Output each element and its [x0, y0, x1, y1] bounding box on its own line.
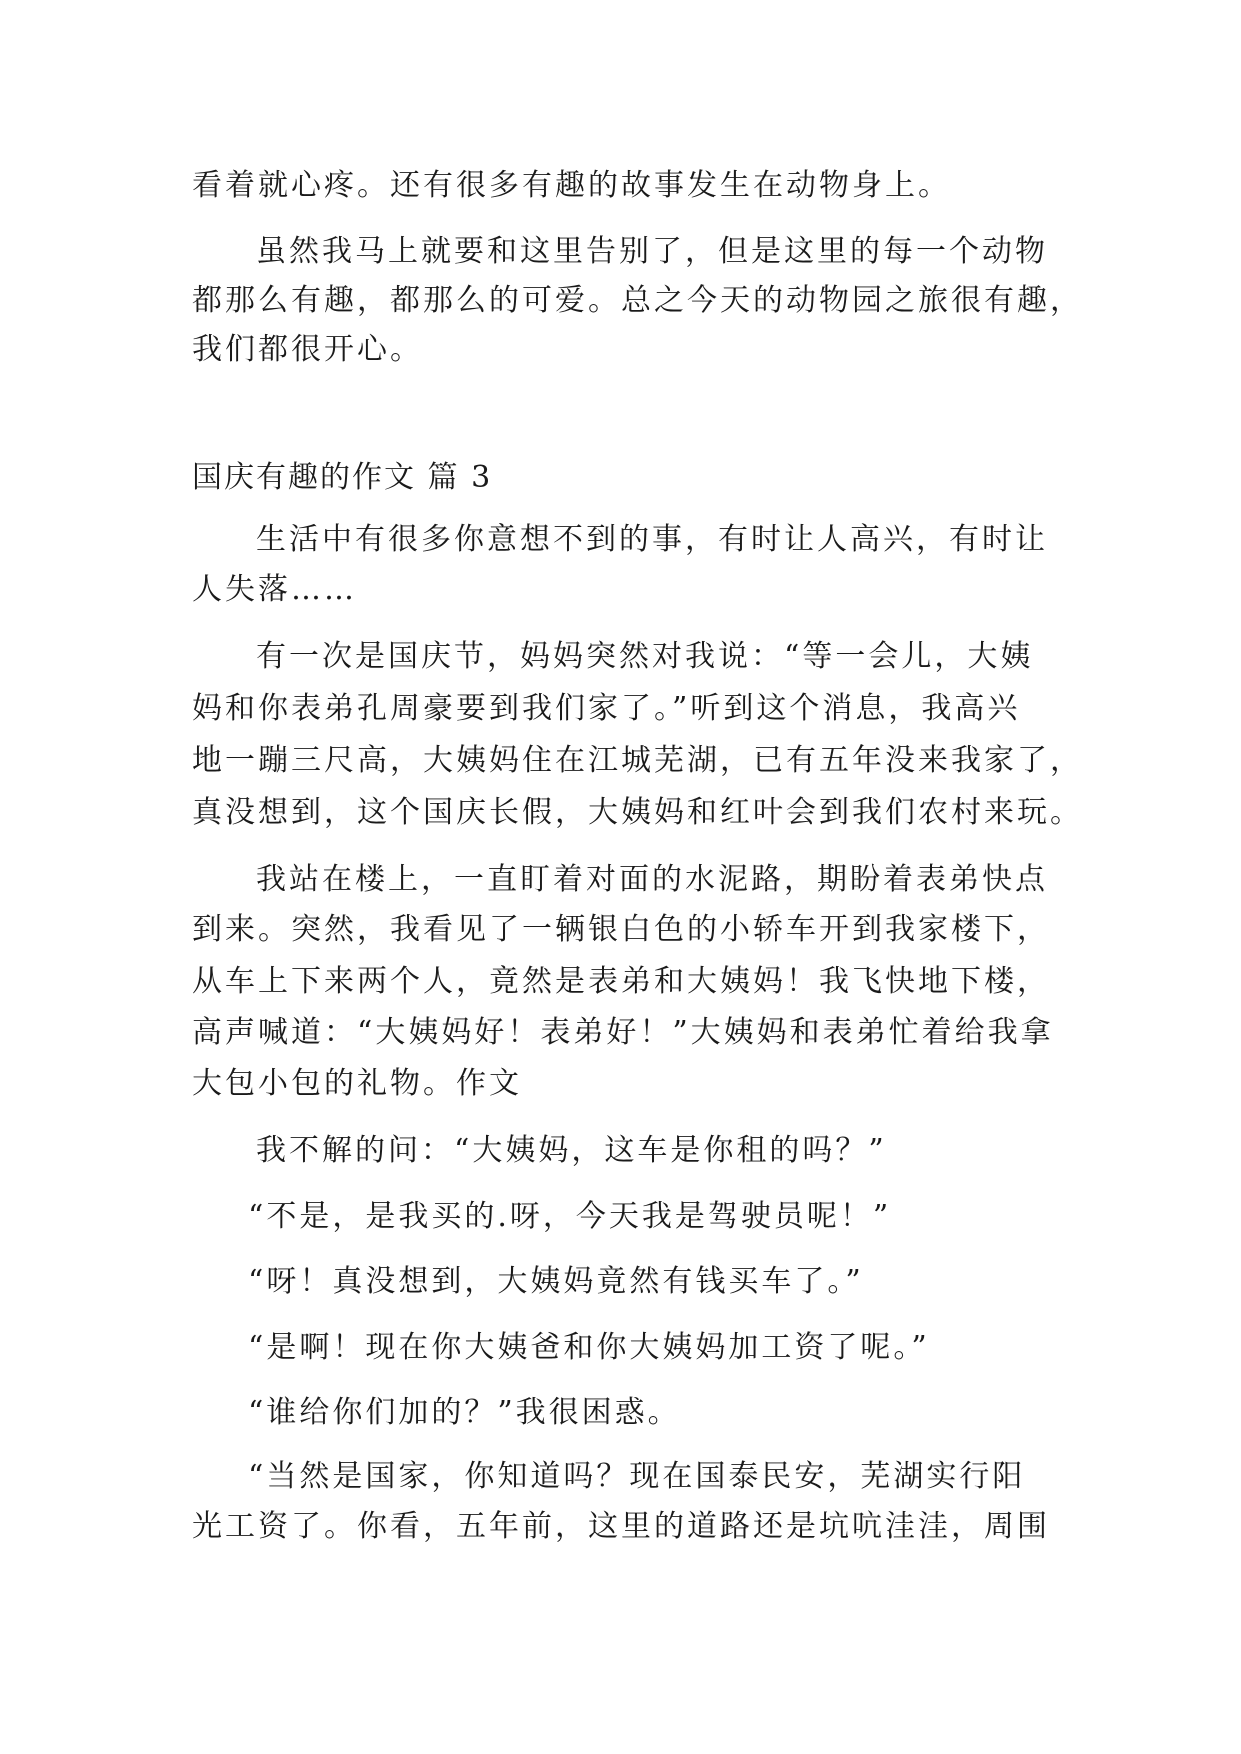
- text-line: 光工资了。你看，五年前，这里的道路还是坑吭洼洼，周围: [192, 1509, 1050, 1544]
- text-line: 我站在楼上，一直盯着对面的水泥路，期盼着表弟快点: [256, 862, 1048, 897]
- text-line: 到来。突然，我看见了一辆银白色的小轿车开到我家楼下，: [192, 912, 1050, 947]
- text-line: 有一次是国庆节，妈妈突然对我说：“等一会儿，大姨: [256, 639, 1034, 674]
- text-line: 虽然我马上就要和这里告别了，但是这里的每一个动物: [256, 234, 1048, 269]
- text-line: “是啊！现在你大姨爸和你大姨妈加工资了呢。”: [248, 1330, 930, 1365]
- text-line: 人失落……: [192, 572, 357, 607]
- text-line: “当然是国家，你知道吗？现在国泰民安，芜湖实行阳: [248, 1459, 1026, 1494]
- text-line: 妈和你表弟孔周豪要到我们家了。”听到这个消息，我高兴: [192, 691, 1021, 726]
- text-line: 地一蹦三尺高，大姨妈住在江城芜湖，已有五年没来我家了，: [192, 743, 1083, 778]
- text-line: 从车上下来两个人，竟然是表弟和大姨妈！我飞快地下楼，: [192, 964, 1050, 999]
- text-line: 我们都很开心。: [192, 332, 423, 367]
- text-line: 真没想到，这个国庆长假，大姨妈和红叶会到我们农村来玩。: [192, 795, 1083, 830]
- text-line: 大包小包的礼物。作文: [192, 1066, 522, 1101]
- text-line: 看着就心疼。还有很多有趣的故事发生在动物身上。: [192, 168, 951, 203]
- text-line: “谁给你们加的？”我很困惑。: [248, 1395, 681, 1430]
- text-line: “不是，是我买的.呀，今天我是驾驶员呢！”: [248, 1199, 892, 1234]
- text-line: 高声喊道：“大姨妈好！表弟好！”大姨妈和表弟忙着给我拿: [192, 1015, 1054, 1050]
- section-heading: 国庆有趣的作文 篇 3: [192, 460, 493, 495]
- text-line: 都那么有趣，都那么的可爱。总之今天的动物园之旅很有趣，: [192, 283, 1083, 318]
- text-line: 我不解的问：“大姨妈，这车是你租的吗？”: [256, 1133, 887, 1168]
- text-line: “呀！真没想到，大姨妈竟然有钱买车了。”: [248, 1264, 864, 1299]
- text-line: 生活中有很多你意想不到的事，有时让人高兴，有时让: [256, 522, 1048, 557]
